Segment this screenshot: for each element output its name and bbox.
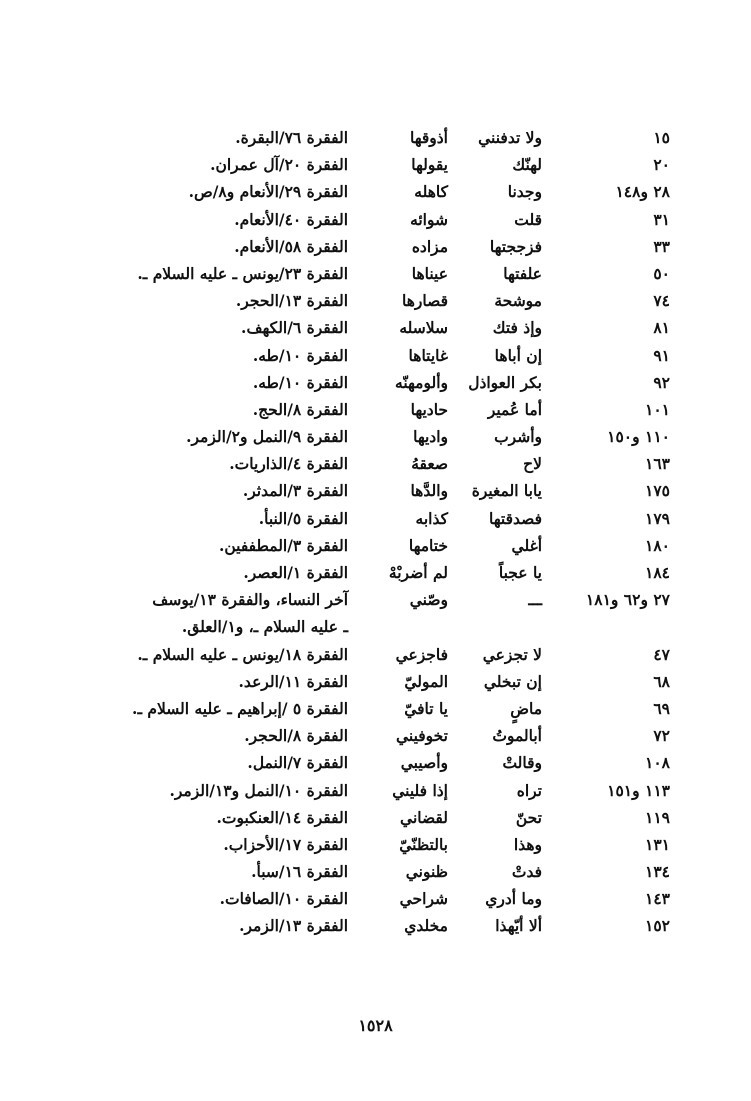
verse-number: ١٨٤	[645, 563, 670, 582]
rhyme-word: تخوفيني	[395, 726, 448, 746]
index-row	[150, 124, 670, 151]
first-word: وهذا	[513, 834, 542, 854]
first-word: لاح	[523, 454, 542, 474]
reference: الفقرة ٤/الذاريات.	[229, 454, 348, 474]
first-word: ولا تدفنني	[478, 128, 542, 147]
verse-number: ٩١	[653, 345, 670, 365]
verse-number: ١٧٥	[645, 481, 670, 501]
index-row	[150, 885, 670, 912]
index-row	[150, 151, 670, 178]
index-row	[137, 260, 670, 287]
reference: الفقرة ١١/الرعد.	[238, 671, 348, 691]
verse-number: ٩٢	[653, 372, 670, 392]
verse-number: ١٨٠	[645, 535, 670, 555]
rhyme-word: غايتاها	[408, 345, 448, 365]
reference: الفقرة ٣/المطففين.	[218, 535, 348, 555]
rhyme-word: فاجزعي	[395, 644, 448, 664]
first-word: أغلي	[511, 535, 542, 555]
rhyme-word: والدَّها	[410, 481, 448, 501]
index-row	[150, 505, 670, 532]
first-word: ماضٍ	[510, 698, 542, 718]
verse-number: ١٣١	[645, 834, 670, 854]
rhyme-word: إذا فليني	[392, 780, 448, 800]
rhyme-word: الموليّ	[404, 671, 448, 691]
rhyme-word: قصارها	[402, 291, 448, 311]
first-word: يا عجباً	[498, 563, 542, 582]
index-row	[150, 314, 670, 341]
reference: الفقرة ١٠/طه.	[252, 345, 348, 365]
index-row	[150, 777, 670, 804]
reference: الفقرة ٣/المدثر.	[242, 481, 348, 501]
index-row	[150, 233, 670, 260]
verse-number: ١١٠ و١٥٠	[607, 427, 670, 447]
first-word: لهنّك	[512, 155, 542, 175]
reference: الفقرة ١٤/العنكبوت.	[216, 807, 348, 827]
reference: الفقرة ١٠/النمل و١٣/الزمر.	[169, 780, 348, 800]
verse-number: ٦٨	[653, 671, 670, 691]
rhyme-word: لقضاني	[400, 807, 448, 827]
verse-number: ١٥٢	[645, 916, 670, 936]
verse-number: ٨١	[653, 318, 670, 338]
first-word: فدتْ	[511, 862, 542, 882]
rhyme-word: بالتظنّيّ	[399, 834, 448, 854]
reference: الفقرة ١٠/طه.	[252, 372, 348, 392]
rhyme-word: وصّني	[409, 590, 448, 610]
index-row	[150, 749, 670, 776]
first-word: ـــ	[528, 590, 542, 610]
reference: الفقرة ٧/النمل.	[247, 753, 348, 773]
rhyme-word: ختامها	[408, 535, 448, 555]
reference: الفقرة ٢٩/الأنعام و٨/ص.	[188, 182, 348, 202]
index-row	[150, 450, 670, 477]
first-word: ألا أيّهذا	[495, 916, 542, 936]
reference: الفقرة ١٦/سبأ.	[251, 862, 348, 882]
index-row	[150, 912, 670, 939]
first-word: وإذ فتك	[492, 318, 542, 338]
index-row	[150, 369, 670, 396]
first-word: لا تجزعي	[482, 644, 542, 664]
verse-number: ٢٠	[653, 155, 670, 175]
first-word: تحنّ	[515, 807, 542, 827]
reference: الفقرة ٢٣/يونس ـ عليه السلام ـ.	[137, 263, 348, 283]
index-row	[150, 477, 670, 504]
rhyme-word: مزاده	[411, 236, 448, 256]
page-number: ١٥٢٨	[358, 1016, 393, 1035]
reference: الفقرة ٨/الحج.	[252, 399, 348, 419]
first-word: وقالتْ	[502, 753, 542, 773]
rhyme-word: مخلدي	[404, 916, 448, 936]
index-row-continuation	[150, 613, 670, 640]
first-word: وما أدري	[485, 889, 542, 909]
reference-continued: ـ عليه السلام ـ، و١/العلق.	[181, 617, 348, 637]
index-row	[150, 559, 670, 586]
index-row	[150, 287, 670, 314]
verse-number: ١٣٤	[645, 862, 670, 882]
rhyme-word: واديها	[413, 427, 448, 447]
index-row	[150, 532, 670, 559]
index-row	[150, 423, 670, 450]
index-row	[150, 178, 670, 205]
rhyme-word: يقولها	[411, 155, 448, 175]
verse-number: ٧٢	[653, 726, 670, 746]
reference: الفقرة ١٠/الصافات.	[219, 889, 348, 909]
index-row	[150, 804, 670, 831]
index-row	[150, 396, 670, 423]
index-row	[150, 722, 670, 749]
reference: الفقرة ١٣/الحجر.	[235, 291, 348, 311]
verse-number: ١٦٣	[645, 454, 670, 474]
index-row	[150, 831, 670, 858]
first-word: أما عُمير	[487, 399, 542, 419]
verse-number: ٢٨ و١٤٨	[615, 182, 670, 202]
verse-index-table	[132, 124, 670, 940]
reference: الفقرة ٥/النبأ.	[258, 508, 348, 528]
first-word: وأشرب	[494, 427, 542, 447]
reference: الفقرة ١٨/يونس ـ عليه السلام ـ.	[137, 644, 348, 664]
first-word: بكر العواذل	[468, 372, 542, 392]
index-row	[150, 668, 670, 695]
verse-number: ١١٣ و١٥١	[607, 780, 670, 800]
index-row	[150, 858, 670, 885]
rhyme-word: وألومهنّه	[395, 372, 448, 392]
reference: الفقرة ٢٠/آل عمران.	[210, 155, 348, 175]
verse-number: ٣١	[653, 209, 670, 229]
index-row	[137, 641, 670, 668]
rhyme-word: صعقهُ	[411, 454, 448, 474]
first-word: إن أباها	[494, 345, 542, 365]
rhyme-word: حاديها	[410, 399, 448, 419]
rhyme-word: سلاسله	[399, 318, 448, 338]
first-word: تراه	[516, 780, 542, 800]
reference: الفقرة ١٣/الزمر.	[239, 916, 348, 936]
reference: الفقرة ٥ /إبراهيم ـ عليه السلام ـ.	[132, 698, 348, 718]
first-word: يابا المغيرة	[471, 481, 542, 501]
index-row	[150, 586, 670, 613]
reference: الفقرة ٨/الحجر.	[244, 726, 348, 746]
reference: الفقرة ٦/الكهف.	[241, 318, 348, 338]
reference: الفقرة ١/العصر.	[243, 563, 348, 582]
reference: آخر النساء، والفقرة ١٣/يوسف	[152, 590, 348, 610]
verse-number: ١٥	[653, 128, 670, 147]
rhyme-word: كاهله	[414, 182, 448, 202]
index-row	[132, 695, 670, 722]
verse-number: ١١٩	[645, 807, 670, 827]
rhyme-word: يا تافيّ	[404, 698, 448, 718]
verse-number: ٦٩	[653, 698, 670, 718]
verse-number: ١٤٣	[645, 889, 670, 909]
first-word: فصدقتها	[489, 508, 542, 528]
reference: الفقرة ١٧/الأحزاب.	[223, 834, 348, 854]
reference: الفقرة ٤٠/الأنعام.	[234, 209, 348, 229]
verse-number: ٤٧	[653, 644, 670, 664]
verse-number: ١٧٩	[645, 508, 670, 528]
rhyme-word: شراحي	[399, 889, 448, 909]
rhyme-word: شوائه	[410, 209, 448, 229]
index-row	[150, 342, 670, 369]
first-word: موشحة	[494, 291, 542, 311]
first-word: علفتها	[503, 263, 542, 283]
first-word: أبالموتُ	[492, 726, 542, 746]
verse-number: ٢٧ و٦٢ و١٨١	[585, 590, 670, 610]
rhyme-word: عيناها	[411, 263, 448, 283]
reference: الفقرة ٩/النمل و٢/الزمر.	[186, 427, 348, 447]
verse-number: ٧٤	[653, 291, 670, 311]
rhyme-word: ظنوني	[405, 862, 448, 882]
verse-number: ١٠٨	[645, 753, 670, 773]
verse-number: ٥٠	[653, 263, 670, 283]
verse-number: ١٠١	[645, 399, 670, 419]
rhyme-word: كذابه	[415, 508, 448, 528]
first-word: وجدنا	[507, 182, 542, 202]
rhyme-word: وأصيبي	[400, 753, 448, 773]
reference: الفقرة ٥٨/الأنعام.	[234, 236, 348, 256]
first-word: قلت	[514, 209, 542, 229]
rhyme-word: أذوقها	[410, 128, 448, 147]
first-word: إن تبخلي	[483, 671, 542, 691]
verse-number: ٣٣	[653, 236, 670, 256]
reference: الفقرة ٧٦/البقرة.	[235, 128, 348, 147]
first-word: فزججتها	[489, 236, 542, 256]
rhyme-word: لم أضربْهْ	[388, 563, 448, 582]
index-row	[150, 206, 670, 233]
